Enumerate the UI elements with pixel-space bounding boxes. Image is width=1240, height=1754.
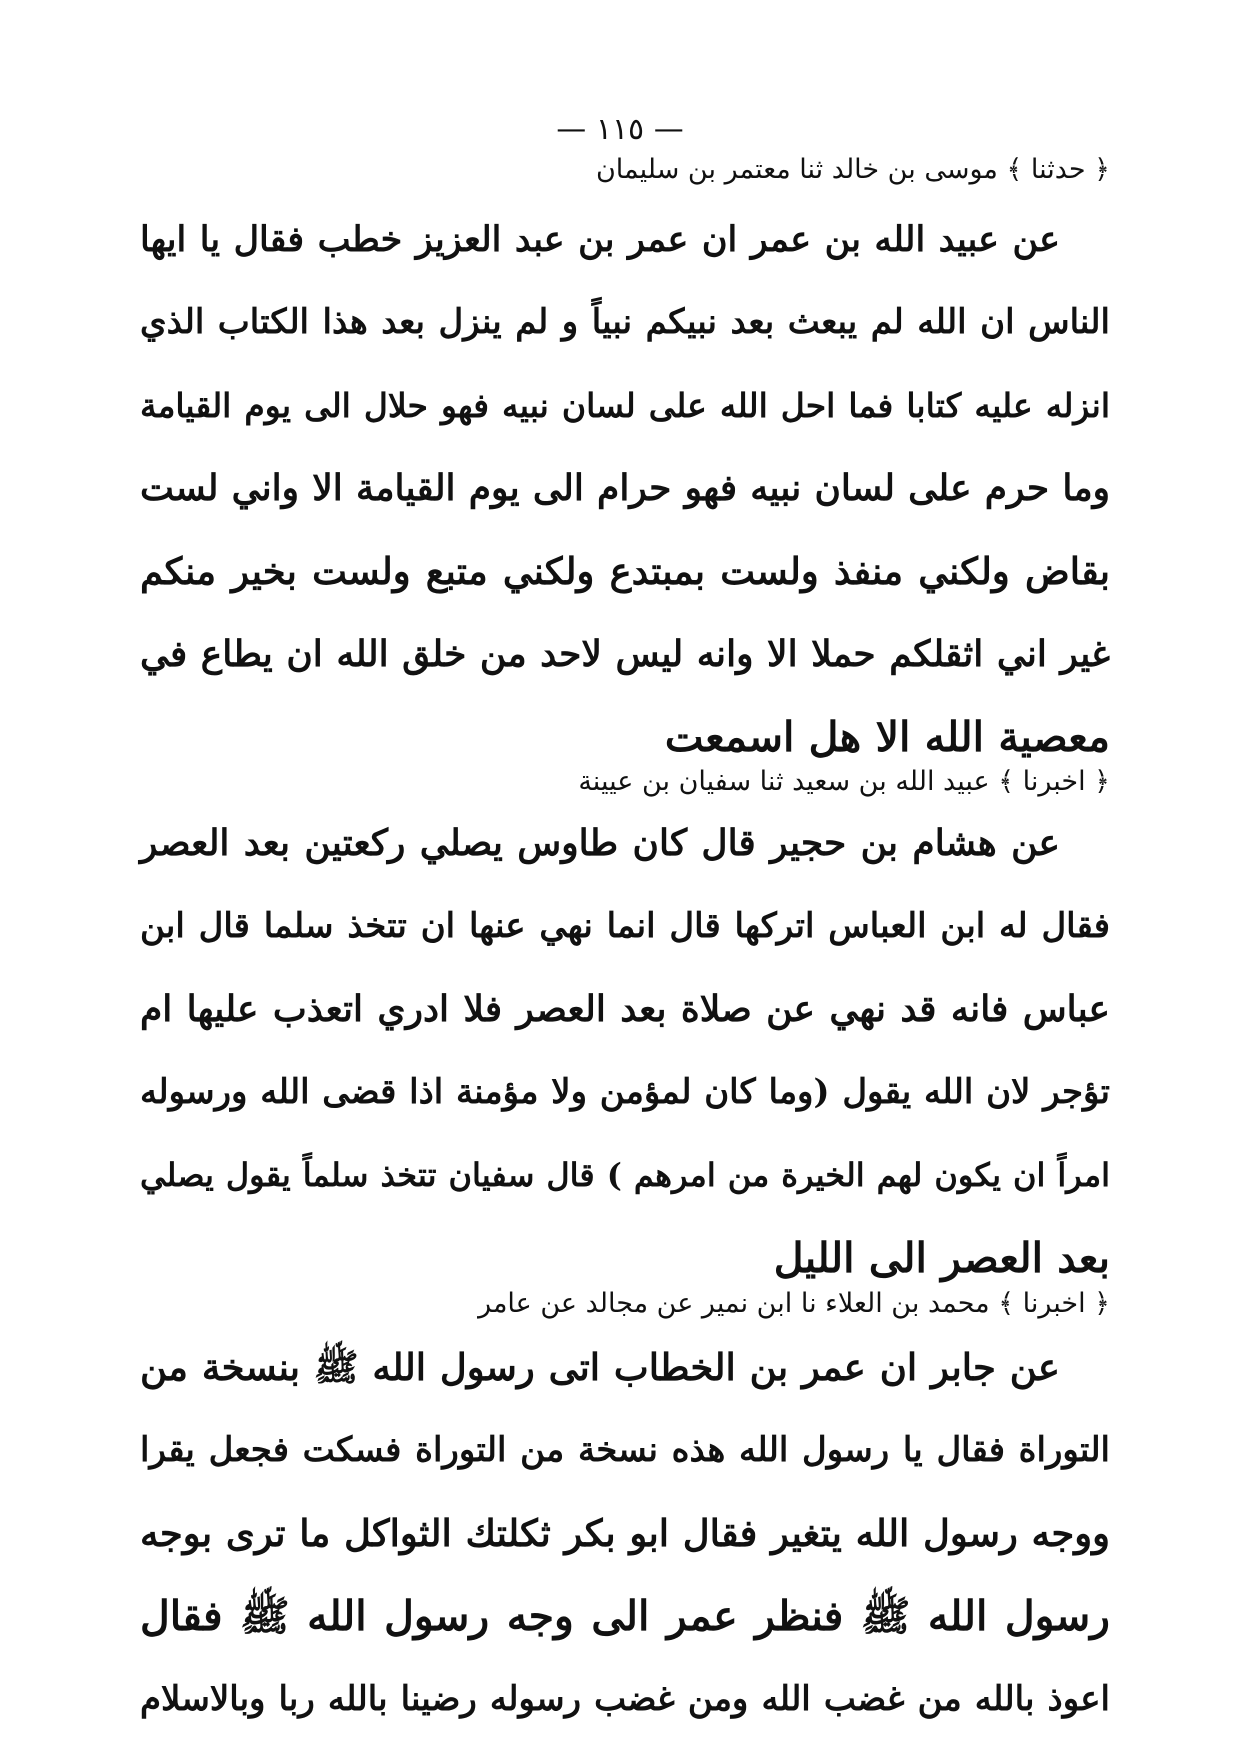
- text-line: الناس ان الله لم يبعث بعد نبيكم نبياً و لم ينزل بعد هذا الكتاب الذي: [140, 302, 1110, 342]
- hadith-paragraph: [140, 198, 1110, 779]
- text-line: اعوذ بالله من غضب الله ومن غضب رسوله رضينا بالله ربا وبالاسلام: [140, 1679, 1110, 1719]
- isnad-header: ﴿ اخبرنا ﴾ عبيد الله بن سعيد ثنا سفيان بن عيينة: [578, 766, 1110, 797]
- text-line: رسول الله ﷺ فنظر عمر الى وجه رسول الله ﷺ فقال: [140, 1592, 1110, 1640]
- text-line: عن عبيد الله بن عمر ان عمر بن عبد العزيز خطب فقال يا ايها: [140, 219, 1060, 260]
- isnad-header: ﴿ اخبرنا ﴾ محمد بن العلاء نا ابن نمير عن مجالد عن عامر: [478, 1288, 1110, 1319]
- text-line: التوراة فقال يا رسول الله هذه نسخة من التوراة فسكت فجعل يقرا: [140, 1430, 1110, 1470]
- hadith-paragraph: [140, 802, 1110, 1300]
- text-line: امراً ان يكون لهم الخيرة من امرهم ) قال سفيان تتخذ سلماً يقول يصلي: [140, 1156, 1110, 1194]
- hadith-paragraph: [140, 1326, 1110, 1741]
- text-line: انزله عليه كتابا فما احل الله على لسان نبيه فهو حلال الى يوم القيامة: [140, 386, 1110, 425]
- text-line: بقاض ولكني منفذ ولست بمبتدع ولكني متبع ولست بخير منكم: [140, 549, 1110, 593]
- text-line: عن جابر ان عمر بن الخطاب اتى رسول الله ﷺ بنسخة من: [140, 1345, 1060, 1389]
- text-line: معصية الله الا هل اسمعت: [664, 713, 1110, 761]
- text-line: عباس فانه قد نهي عن صلاة بعد العصر فلا ادري اتعذب عليها ام: [140, 988, 1110, 1030]
- text-line: ووجه رسول الله يتغير فقال ابو بكر ثكلتك الثواكل ما ترى بوجه: [140, 1511, 1110, 1555]
- text-line: فقال له ابن العباس اتركها قال انما نهي عنها ان تتخذ سلما قال ابن: [140, 906, 1110, 946]
- text-line: غير اني اثقلكم حملا الا وانه ليس لاحد من خلق الله ان يطاع في: [140, 633, 1110, 675]
- text-line: وما حرم على لسان نبيه فهو حرام الى يوم القيامة الا واني لست: [140, 467, 1110, 509]
- page-number: — ١١٥ —: [556, 112, 684, 147]
- text-line: بعد العصر الى الليل: [773, 1234, 1110, 1282]
- text-line: عن هشام بن حجير قال كان طاوس يصلي ركعتين بعد العصر: [140, 822, 1060, 864]
- isnad-header: ﴿ حدثنا ﴾ موسى بن خالد ثنا معتمر بن سليمان: [595, 154, 1110, 185]
- text-line: تؤجر لان الله يقول (وما كان لمؤمن ولا مؤمنة اذا قضى الله ورسوله: [140, 1072, 1110, 1112]
